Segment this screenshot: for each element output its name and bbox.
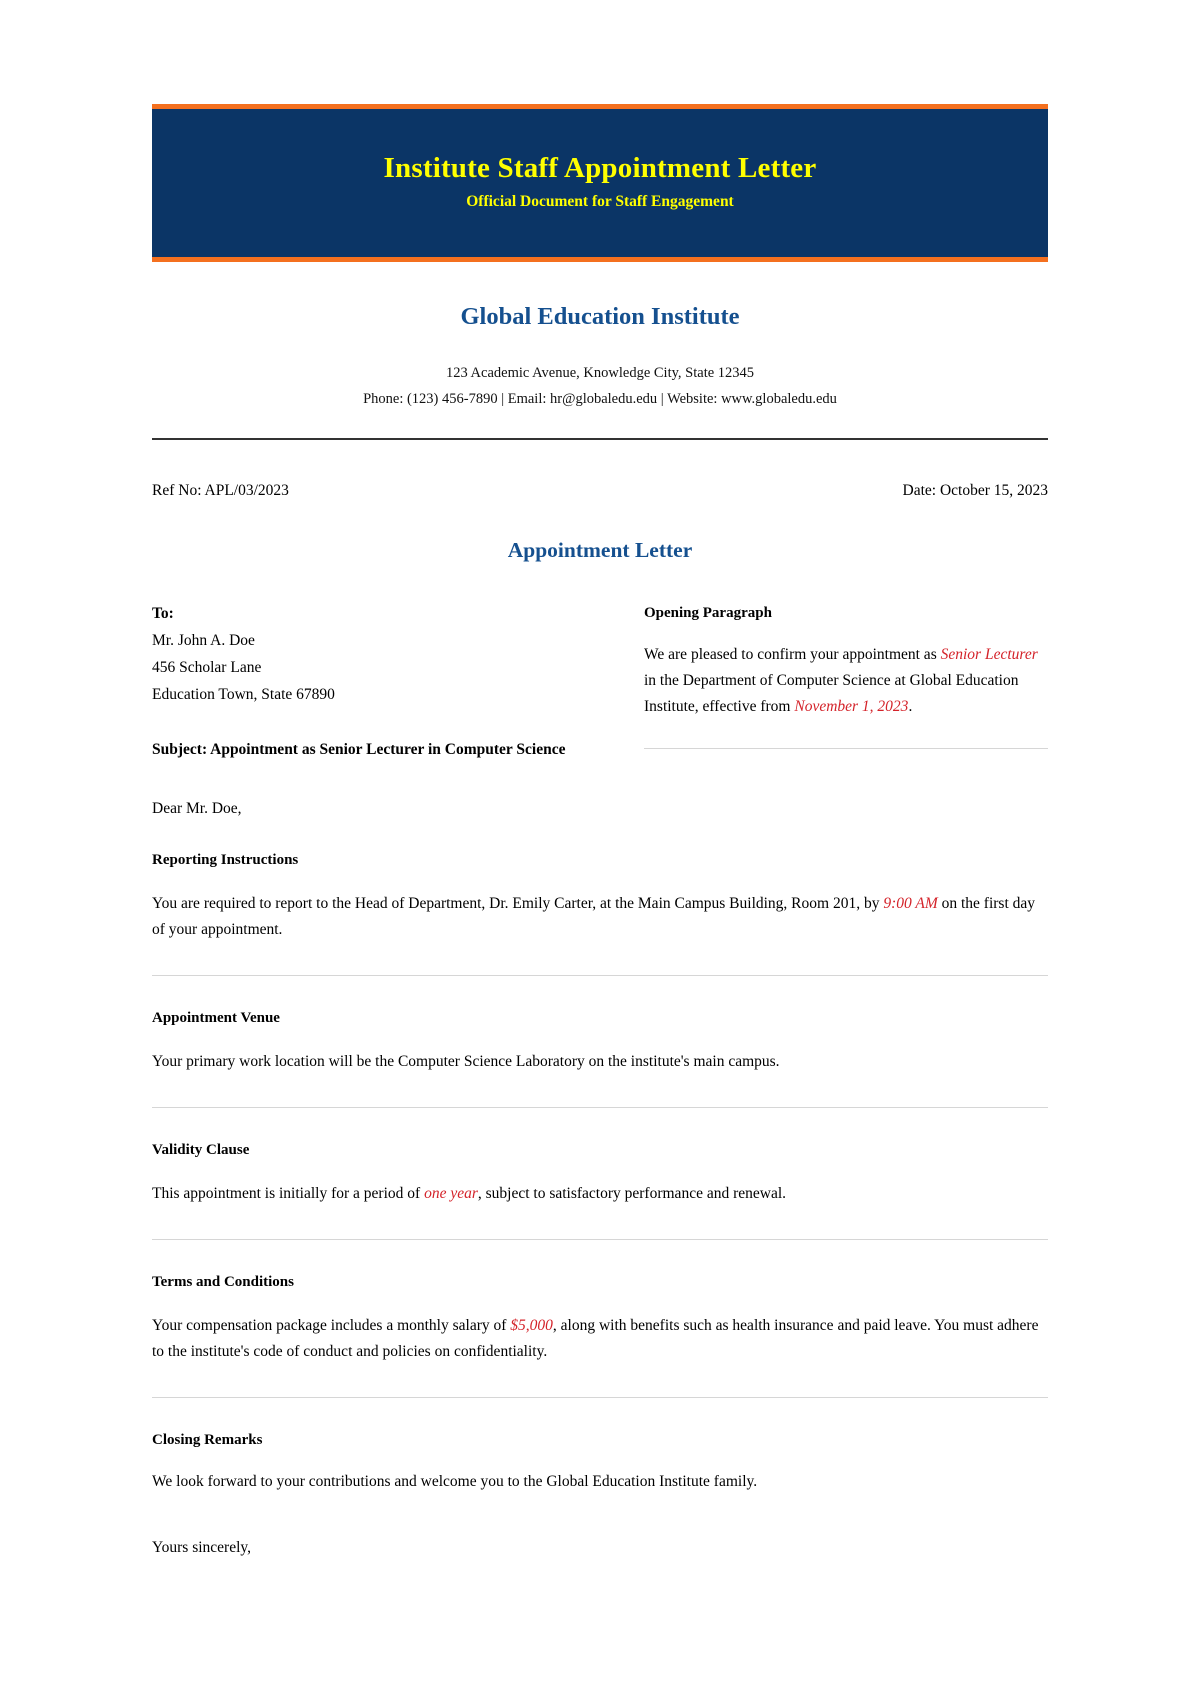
salutation: Dear Mr. Doe,	[152, 799, 242, 817]
institute-address: 123 Academic Avenue, Knowledge City, State 12345	[445, 365, 755, 382]
section-appointment-venue	[152, 976, 1048, 1108]
opening-paragraph-column	[644, 605, 1048, 818]
page-bottom-spacer	[152, 1557, 1048, 1627]
terms-highlight-salary: $5,000	[510, 1316, 553, 1334]
recipient-city-state-zip: Education Town, State 67890	[152, 685, 335, 703]
opening-paragraph-text	[644, 642, 1048, 720]
opening-text-1: We are pleased to confirm your appointment as	[644, 646, 941, 664]
banner-subtitle: Official Document for Staff Engagement	[466, 192, 734, 210]
letter-date: Date: October 15, 2023	[902, 482, 1048, 500]
venue-heading: Appointment Venue	[152, 1009, 280, 1026]
banner-title: Institute Staff Appointment Letter	[383, 152, 817, 184]
section-reporting-instructions	[152, 818, 1048, 976]
terms-text-2: , along with benefits such as health insurance and paid leave. You must adhere to the institute's code of conduct and policies on confidentiality.	[152, 1316, 1039, 1361]
closing-text: We look forward to your contributions and welcome you to the Global Education Institute family.	[152, 1473, 758, 1491]
venue-text: Your primary work location will be the Computer Science Laboratory on the institute's main campus.	[152, 1052, 780, 1070]
recipient-name: Mr. John A. Doe	[152, 632, 255, 650]
reporting-heading: Reporting Instructions	[152, 851, 299, 868]
reporting-text	[152, 891, 1048, 943]
opening-divider	[644, 748, 1048, 749]
letterhead-banner	[152, 104, 1048, 262]
subject-line: Subject: Appointment as Senior Lecturer in Computer Science	[152, 741, 566, 759]
validity-text-1: This appointment is initially for a period of	[152, 1184, 425, 1202]
validity-highlight-duration: one year	[424, 1184, 478, 1202]
reference-number: Ref No: APL/03/2023	[152, 482, 289, 500]
reporting-text-2: on the first day of your appointment.	[152, 894, 1036, 938]
validity-text	[152, 1181, 1048, 1207]
reporting-text-1: You are required to report to the Head of Department, Dr. Emily Carter, at the Main Campus Building, Room 201, by	[152, 894, 884, 912]
institute-contact: Phone: (123) 456-7890 | Email: hr@globaledu.edu | Website: www.globaledu.edu	[363, 390, 837, 407]
recipient-column	[152, 605, 584, 818]
letter-meta-row	[152, 440, 1048, 500]
terms-text-1: Your compensation package includes a monthly salary of	[152, 1316, 511, 1334]
opening-highlight-position: Senior Lecturer	[940, 646, 1038, 664]
institute-name: Global Education Institute	[460, 303, 740, 331]
opening-highlight-date: November 1, 2023	[794, 698, 909, 716]
recipient-street: 456 Scholar Lane	[152, 658, 262, 676]
terms-heading: Terms and Conditions	[152, 1273, 294, 1290]
validity-heading: Validity Clause	[152, 1141, 250, 1158]
section-terms-and-conditions	[152, 1240, 1048, 1398]
opening-text-2: in the Department of Computer Science at Global Education Institute, effective from	[644, 672, 1019, 716]
validity-text-2: , subject to satisfactory performance and renewal.	[477, 1184, 787, 1202]
reporting-highlight-time: 9:00 AM	[883, 894, 938, 912]
two-column-region	[152, 563, 1048, 818]
opening-text-3: .	[908, 698, 913, 716]
section-closing-remarks	[152, 1398, 1048, 1557]
page-title: Appointment Letter	[507, 538, 693, 563]
terms-text	[152, 1313, 1048, 1365]
section-validity-clause	[152, 1108, 1048, 1240]
institute-identity	[152, 262, 1048, 412]
signoff-text: Yours sincerely,	[152, 1539, 252, 1557]
closing-heading: Closing Remarks	[152, 1432, 263, 1449]
to-label: To:	[152, 605, 174, 623]
letter-sheet	[152, 0, 1048, 1627]
opening-paragraph-heading: Opening Paragraph	[644, 605, 772, 622]
